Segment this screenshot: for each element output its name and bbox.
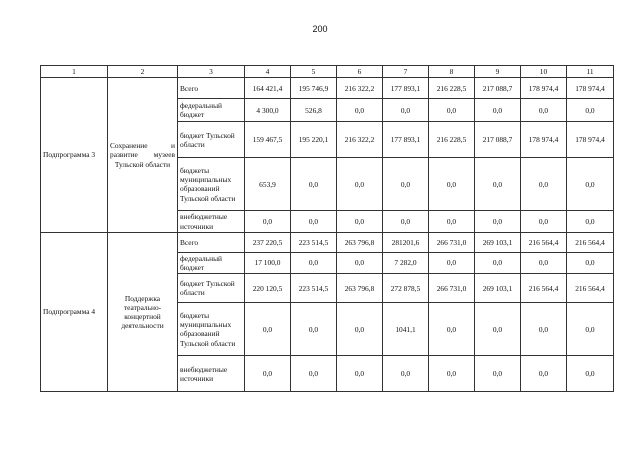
amount-cell: 0,0 <box>521 252 567 274</box>
amount-cell: 178 974,4 <box>521 78 567 99</box>
amount-cell: 0,0 <box>337 356 383 392</box>
amount-cell: 0,0 <box>567 356 614 392</box>
funding-source: бюджет Тульской области <box>178 122 245 158</box>
page-number: 200 <box>312 24 328 34</box>
amount-cell: 0,0 <box>567 303 614 356</box>
amount-cell: 0,0 <box>291 303 337 356</box>
funding-source: Всего <box>178 78 245 99</box>
amount-cell: 178 974,4 <box>521 122 567 158</box>
amount-cell: 216 228,5 <box>429 78 475 99</box>
amount-cell: 0,0 <box>383 158 429 211</box>
amount-cell: 526,8 <box>291 99 337 122</box>
amount-cell: 266 731,0 <box>429 232 475 252</box>
funding-source: бюджеты муниципальных образований Тульской области <box>178 303 245 356</box>
amount-cell: 177 893,1 <box>383 78 429 99</box>
amount-cell: 0,0 <box>521 158 567 211</box>
amount-cell: 0,0 <box>567 99 614 122</box>
subprogram-name-line: деятельности <box>121 321 164 331</box>
subprogram-name-line: Тульской области <box>114 159 171 169</box>
funding-source: внебюджетные источники <box>178 356 245 392</box>
amount-cell: 195 746,9 <box>291 78 337 99</box>
amount-cell: 1041,1 <box>383 303 429 356</box>
amount-cell: 0,0 <box>291 252 337 274</box>
amount-cell: 0,0 <box>521 356 567 392</box>
amount-cell: 0,0 <box>383 211 429 233</box>
amount-cell: 216 564,4 <box>521 274 567 303</box>
amount-cell: 0,0 <box>567 158 614 211</box>
table-row <box>41 78 614 99</box>
amount-cell: 237 220,5 <box>245 232 291 252</box>
amount-cell: 0,0 <box>475 99 521 122</box>
funding-source: Всего <box>178 232 245 252</box>
funding-source: внебюджетные источники <box>178 211 245 233</box>
amount-cell: 17 100,0 <box>245 252 291 274</box>
amount-cell: 223 514,5 <box>291 232 337 252</box>
amount-cell: 0,0 <box>383 99 429 122</box>
funding-source: федеральный бюджет <box>178 99 245 122</box>
amount-cell: 0,0 <box>337 99 383 122</box>
column-number-8: 8 <box>429 66 475 78</box>
amount-cell: 653,9 <box>245 158 291 211</box>
amount-cell: 177 893,1 <box>383 122 429 158</box>
subprogram-name <box>108 232 178 392</box>
amount-cell: 0,0 <box>245 356 291 392</box>
budget-table <box>40 65 614 392</box>
amount-cell: 0,0 <box>245 303 291 356</box>
amount-cell: 0,0 <box>337 158 383 211</box>
column-number-7: 7 <box>383 66 429 78</box>
amount-cell: 263 796,8 <box>337 232 383 252</box>
funding-source: бюджеты муниципальных образований Тульской области <box>178 158 245 211</box>
amount-cell: 0,0 <box>521 99 567 122</box>
amount-cell: 0,0 <box>291 158 337 211</box>
amount-cell: 0,0 <box>521 211 567 233</box>
amount-cell: 216 564,4 <box>521 232 567 252</box>
column-number-3: 3 <box>178 66 245 78</box>
amount-cell: 0,0 <box>383 356 429 392</box>
amount-cell: 0,0 <box>291 211 337 233</box>
amount-cell: 0,0 <box>475 158 521 211</box>
funding-source: федеральный бюджет <box>178 252 245 274</box>
amount-cell: 217 088,7 <box>475 122 521 158</box>
amount-cell: 220 120,5 <box>245 274 291 303</box>
table-row <box>41 232 614 252</box>
amount-cell: 0,0 <box>429 252 475 274</box>
amount-cell: 0,0 <box>337 303 383 356</box>
amount-cell: 272 878,5 <box>383 274 429 303</box>
amount-cell: 263 796,8 <box>337 274 383 303</box>
amount-cell: 0,0 <box>567 252 614 274</box>
column-number-9: 9 <box>475 66 521 78</box>
column-number-6: 6 <box>337 66 383 78</box>
amount-cell: 0,0 <box>291 356 337 392</box>
budget-table-body <box>41 66 614 392</box>
subprogram-name-line: Сохранение и <box>110 141 175 151</box>
amount-cell: 7 282,0 <box>383 252 429 274</box>
amount-cell: 0,0 <box>567 211 614 233</box>
amount-cell: 216 322,2 <box>337 122 383 158</box>
amount-cell: 4 300,0 <box>245 99 291 122</box>
amount-cell: 0,0 <box>475 252 521 274</box>
subprogram-code: Подпрограмма 4 <box>41 232 108 392</box>
subprogram-name-line: Поддержка <box>124 293 161 303</box>
amount-cell: 0,0 <box>429 211 475 233</box>
amount-cell: 269 103,1 <box>475 274 521 303</box>
amount-cell: 0,0 <box>337 211 383 233</box>
amount-cell: 216 564,4 <box>567 274 614 303</box>
column-number-10: 10 <box>521 66 567 78</box>
amount-cell: 266 731,0 <box>429 274 475 303</box>
header-row <box>41 66 614 78</box>
amount-cell: 0,0 <box>475 303 521 356</box>
subprogram-name-line: развитие музеев <box>110 150 175 160</box>
amount-cell: 216 322,2 <box>337 78 383 99</box>
amount-cell: 0,0 <box>429 303 475 356</box>
column-number-1: 1 <box>41 66 108 78</box>
subprogram-name <box>108 78 178 233</box>
subprogram-name-line: концертной <box>124 312 161 321</box>
amount-cell: 0,0 <box>429 158 475 211</box>
amount-cell: 0,0 <box>337 252 383 274</box>
amount-cell: 195 220,1 <box>291 122 337 158</box>
amount-cell: 178 974,4 <box>567 122 614 158</box>
amount-cell: 216 228,5 <box>429 122 475 158</box>
amount-cell: 0,0 <box>245 211 291 233</box>
amount-cell: 0,0 <box>475 211 521 233</box>
amount-cell: 217 088,7 <box>475 78 521 99</box>
amount-cell: 0,0 <box>429 356 475 392</box>
amount-cell: 0,0 <box>475 356 521 392</box>
amount-cell: 0,0 <box>521 303 567 356</box>
amount-cell: 269 103,1 <box>475 232 521 252</box>
amount-cell: 159 467,5 <box>245 122 291 158</box>
column-number-2: 2 <box>108 66 178 78</box>
subprogram-name-line: театрально- <box>123 302 162 312</box>
amount-cell: 164 421,4 <box>245 78 291 99</box>
amount-cell: 216 564,4 <box>567 232 614 252</box>
column-number-5: 5 <box>291 66 337 78</box>
subprogram-code: Подпрограмма 3 <box>41 78 108 233</box>
column-number-11: 11 <box>567 66 614 78</box>
amount-cell: 281201,6 <box>383 232 429 252</box>
amount-cell: 178 974,4 <box>567 78 614 99</box>
amount-cell: 0,0 <box>429 99 475 122</box>
column-number-4: 4 <box>245 66 291 78</box>
funding-source: бюджет Тульской области <box>178 274 245 303</box>
amount-cell: 223 514,5 <box>291 274 337 303</box>
